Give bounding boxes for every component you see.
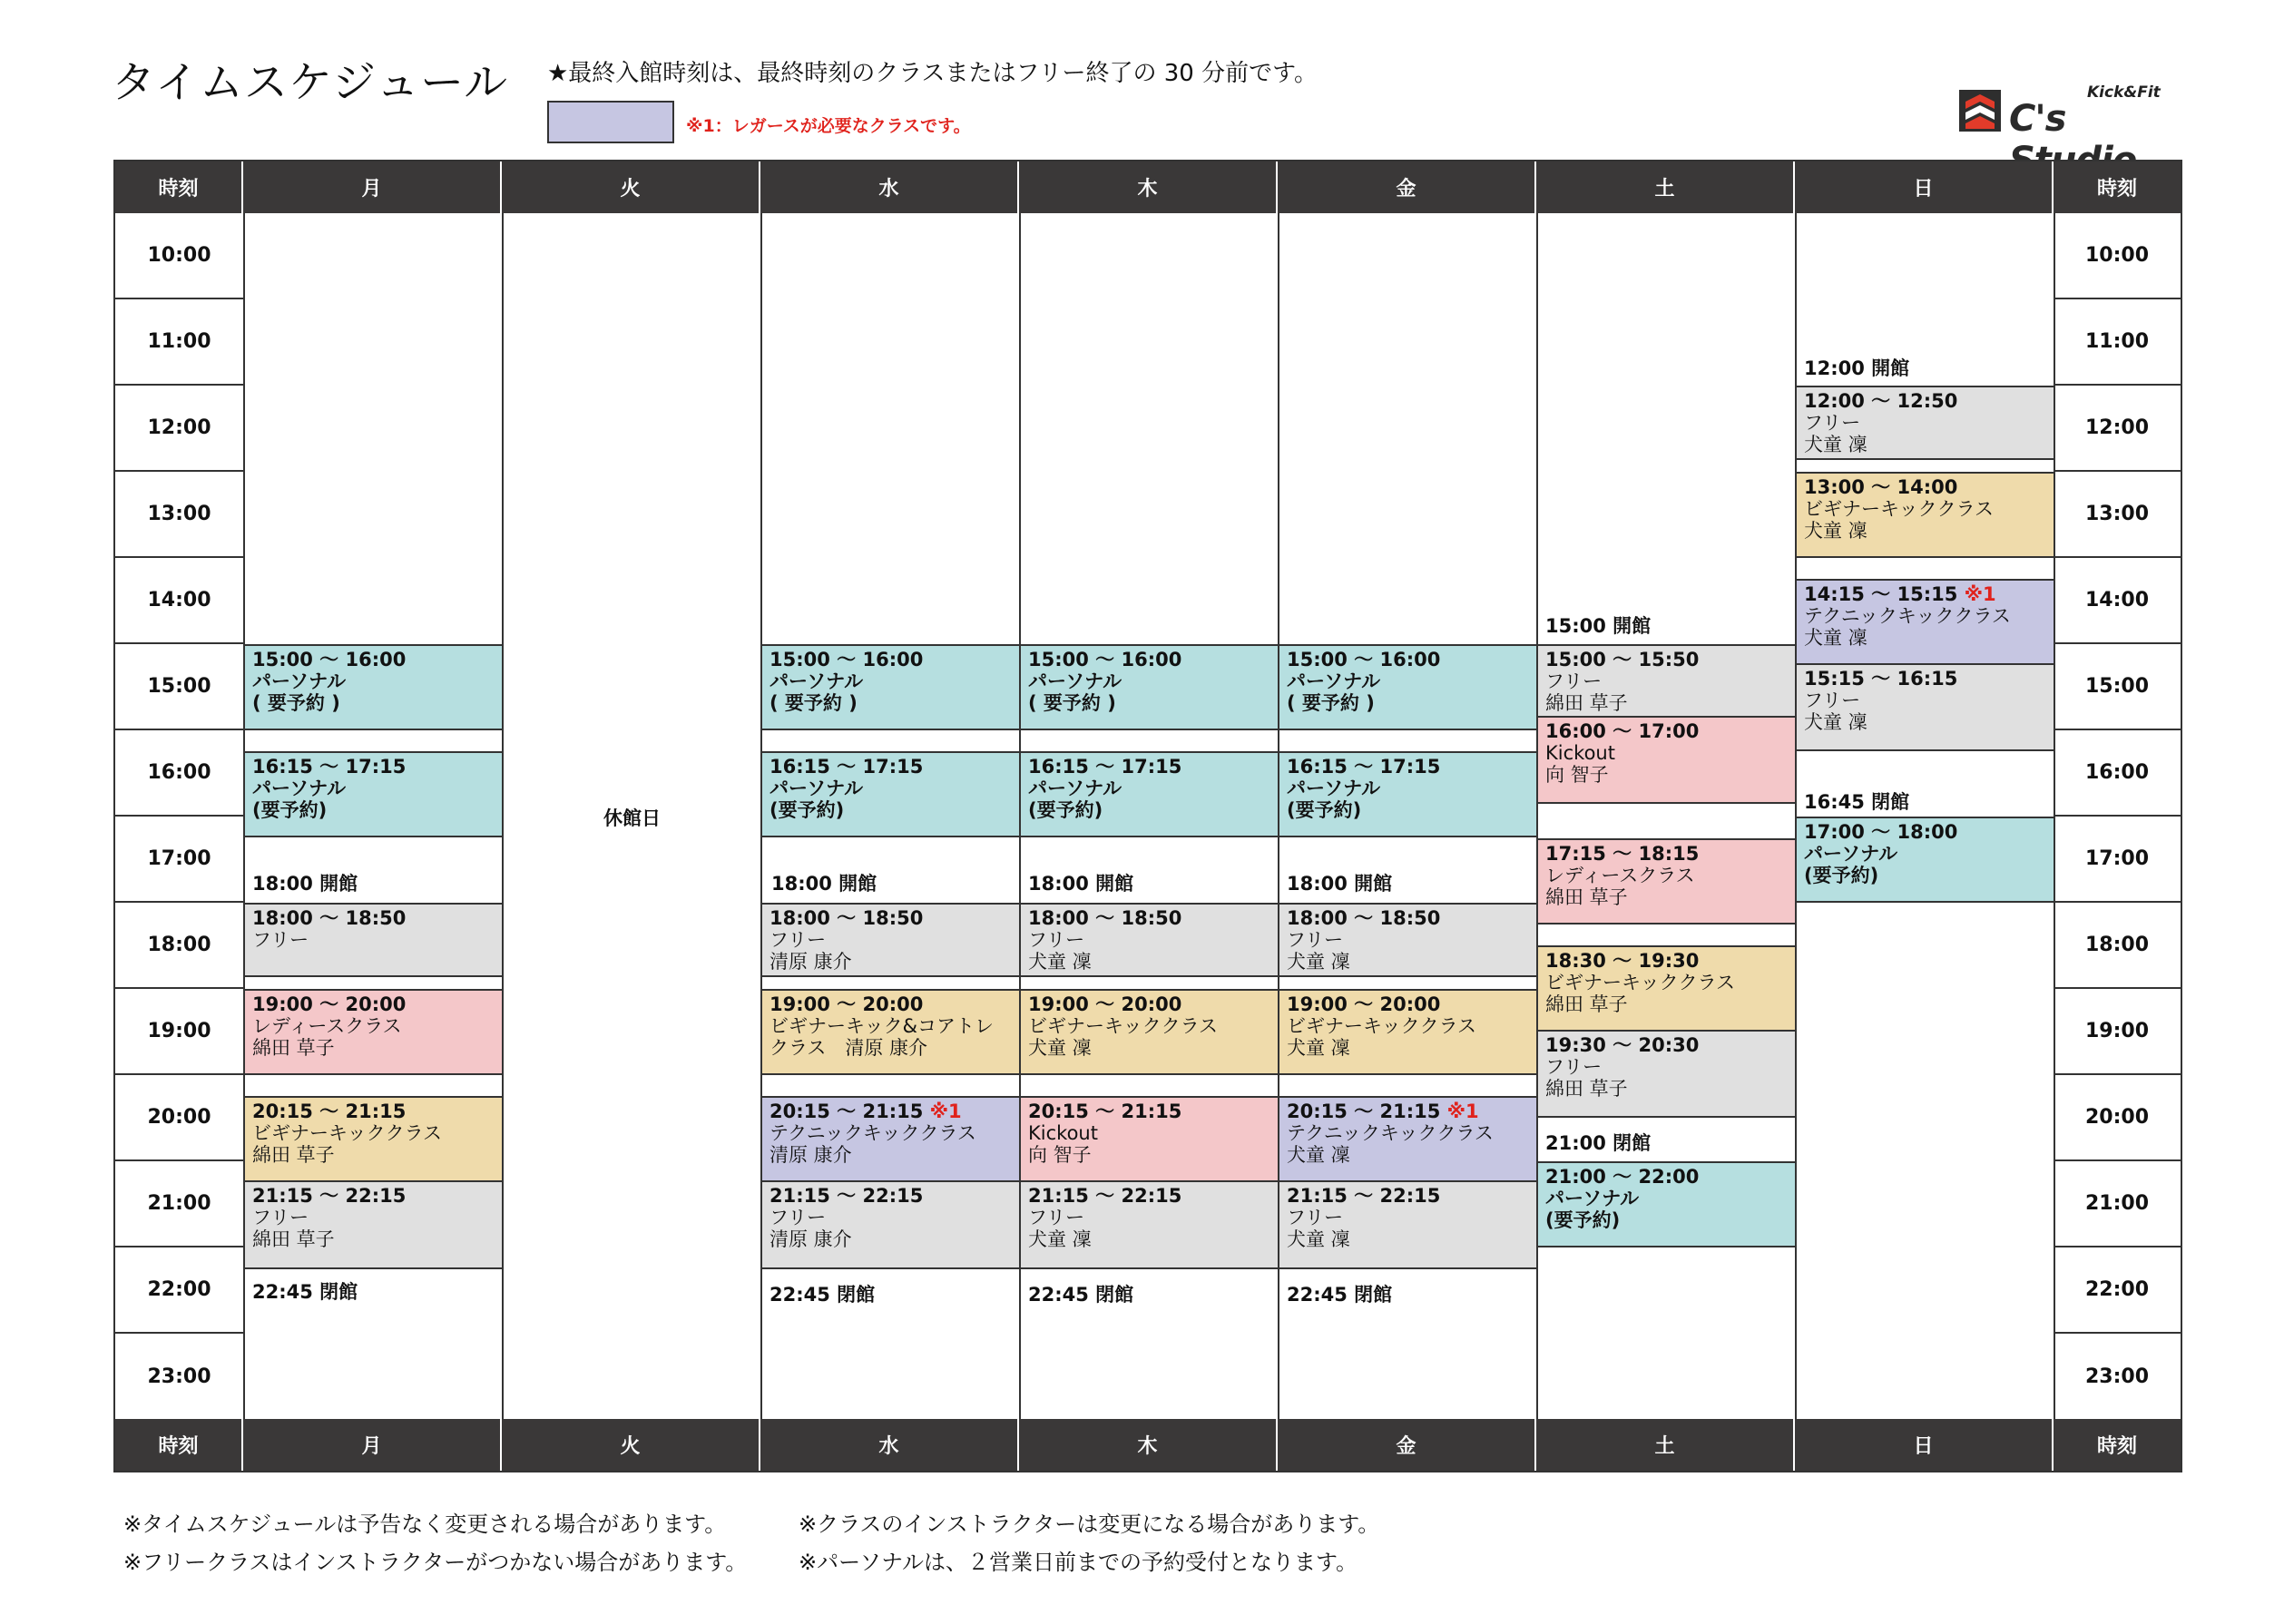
header-sun: 日	[1795, 161, 2054, 213]
class-block: 16:15 ～ 17:15 パーソナル (要予約)	[245, 751, 502, 837]
class-block: 19:30 ～ 20:30 フリー 綿田 草子	[1538, 1032, 1795, 1118]
logo-tagline: Kick&Fit	[2087, 83, 2161, 102]
footnote: ※クラスのインストラクターは変更になる場合があります。	[799, 1511, 1380, 1537]
class-block: 19:00 ～ 20:00 ビギナーキック&コアトレ クラス 清原 康介	[762, 989, 1019, 1075]
legend-text: ※1：レガースが必要なクラスです。	[686, 116, 971, 136]
class-block: 15:00 ～ 16:00 パーソナル ( 要予約 )	[245, 644, 502, 730]
time-cell-right: 19:00	[2054, 989, 2181, 1075]
close-label: 22:45 閉館	[770, 1284, 876, 1306]
time-cell-right: 18:00	[2054, 903, 2181, 989]
header-wed: 水	[760, 161, 1019, 213]
time-cell-right: 15:00	[2054, 644, 2181, 730]
class-block: 19:00 ～ 20:00 レディースクラス 綿田 草子	[245, 989, 502, 1075]
logo-mark-icon	[1958, 89, 2002, 132]
time-cell: 23:00	[147, 1365, 211, 1388]
class-block: 19:00 ～ 20:00 ビギナーキッククラス 犬童 凜	[1279, 989, 1536, 1075]
legguard-mark: ※1	[1964, 583, 1996, 605]
time-cell-right: 11:00	[2054, 299, 2181, 386]
class-block: 15:00 ～ 16:00 パーソナル ( 要予約 )	[1279, 644, 1536, 730]
time-cell: 22:00	[115, 1247, 243, 1334]
class-block: 15:15 ～ 16:15 フリー 犬童 凜	[1797, 665, 2054, 751]
class-block: 20:15 ～ 21:15 Kickout 向 智子	[1021, 1096, 1278, 1182]
class-block: 21:15 ～ 22:15 フリー 綿田 草子	[245, 1182, 502, 1269]
time-cell: 21:00	[115, 1161, 243, 1247]
open-label: 15:00 開館	[1545, 615, 1652, 637]
time-cell: 16:00	[115, 730, 243, 817]
time-cell: 15:00	[115, 644, 243, 730]
header-thu: 木	[1019, 161, 1278, 213]
class-block: 16:15 ～ 17:15 パーソナル (要予約)	[1279, 751, 1536, 837]
class-block: 18:30 ～ 19:30 ビギナーキッククラス 綿田 草子	[1538, 945, 1795, 1032]
time-cell: 20:00	[115, 1075, 243, 1161]
class-block: 17:00 ～ 18:00 パーソナル (要予約)	[1797, 817, 2054, 903]
class-block: 17:15 ～ 18:15 レディースクラス 綿田 草子	[1538, 838, 1795, 925]
footnote: ※タイムスケジュールは予告なく変更される場合があります。	[123, 1511, 727, 1537]
time-cell-right: 12:00	[2054, 386, 2181, 472]
time-cell-right: 10:00	[2054, 213, 2181, 299]
class-block: 21:00 ～ 22:00 パーソナル (要予約)	[1538, 1161, 1795, 1247]
time-cell-right: 16:00	[2054, 730, 2181, 817]
header-time: 時刻	[115, 161, 243, 213]
time-cell-right: 21:00	[2054, 1161, 2181, 1247]
time-cell: 18:00	[115, 903, 243, 989]
class-block: 20:15 ～ 21:15 ※1 テクニックキッククラス 犬童 凜	[1279, 1096, 1536, 1182]
class-block: 14:15 ～ 15:15 ※1 テクニックキッククラス 犬童 凜	[1797, 579, 2054, 665]
legguard-mark: ※1	[929, 1101, 962, 1122]
time-cell-right: 14:00	[2054, 558, 2181, 644]
class-block: 21:15 ～ 22:15 フリー 犬童 凜	[1279, 1182, 1536, 1269]
class-block: 15:00 ～ 16:00 パーソナル ( 要予約 )	[762, 644, 1019, 730]
close-label: 16:45 閉館	[1804, 791, 1910, 813]
class-block: 21:15 ～ 22:15 フリー 犬童 凜	[1021, 1182, 1278, 1269]
header-tue: 火	[502, 161, 760, 213]
time-cell: 11:00	[115, 299, 243, 386]
class-block: 18:00 ～ 18:50 フリー	[245, 903, 502, 977]
class-block: 16:15 ～ 17:15 パーソナル (要予約)	[762, 751, 1019, 837]
footer-wed: 水	[760, 1419, 1019, 1471]
footer-thu: 木	[1019, 1419, 1278, 1471]
footer-tue: 火	[502, 1419, 760, 1471]
closed-day-label: 休館日	[603, 807, 661, 829]
page-title: タイムスケジュール	[112, 57, 509, 108]
time-cell-right: 23:00	[2084, 1365, 2150, 1388]
open-label: 18:00 開館	[1028, 873, 1134, 895]
footer-time-right: 時刻	[2054, 1419, 2181, 1471]
footnote: ※パーソナルは、２営業日前までの予約受付となります。	[799, 1550, 1358, 1575]
class-block: 12:00 ～ 12:50 フリー 犬童 凜	[1797, 386, 2054, 460]
class-block: 19:00 ～ 20:00 ビギナーキッククラス 犬童 凜	[1021, 989, 1278, 1075]
class-block: 18:00 ～ 18:50 フリー 清原 康介	[762, 903, 1019, 977]
class-block: 21:15 ～ 22:15 フリー 清原 康介	[762, 1182, 1019, 1269]
time-cell: 17:00	[115, 817, 243, 903]
footnote: ※フリークラスはインストラクターがつかない場合があります。	[123, 1550, 748, 1575]
footer-mon: 月	[243, 1419, 502, 1471]
class-block: 15:00 ～ 16:00 パーソナル ( 要予約 )	[1021, 644, 1278, 730]
time-cell: 10:00	[115, 213, 243, 299]
footer-time: 時刻	[115, 1419, 243, 1471]
time-cell-right: 22:00	[2054, 1247, 2181, 1334]
logo-name: C's	[2009, 98, 2066, 140]
time-cell: 12:00	[115, 386, 243, 472]
close-label: 22:45 閉館	[252, 1281, 358, 1303]
open-label: 12:00 開館	[1804, 357, 1910, 379]
class-block: 16:15 ～ 17:15 パーソナル (要予約)	[1021, 751, 1278, 837]
time-cell-right: 17:00	[2054, 817, 2181, 903]
legend-swatch	[547, 101, 674, 143]
open-label: 18:00 開館	[1287, 873, 1393, 895]
close-label: 21:00 閉館	[1545, 1132, 1652, 1154]
class-block: 18:00 ～ 18:50 フリー 犬童 凜	[1021, 903, 1278, 977]
time-cell: 19:00	[115, 989, 243, 1075]
header-time-right: 時刻	[2054, 161, 2181, 213]
header-mon: 月	[243, 161, 502, 213]
class-block: 18:00 ～ 18:50 フリー 犬童 凜	[1279, 903, 1536, 977]
class-block: 20:15 ～ 21:15 ※1 テクニックキッククラス 清原 康介	[762, 1096, 1019, 1182]
last-entry-notice: ★最終入館時刻は、最終時刻のクラスまたはフリー終了の 30 分前です。	[547, 60, 1318, 87]
time-cell: 14:00	[115, 558, 243, 644]
header-sat: 土	[1536, 161, 1795, 213]
brand-logo	[1951, 78, 2187, 142]
class-block: 15:00 ～ 15:50 フリー 綿田 草子	[1538, 644, 1795, 718]
close-label: 22:45 閉館	[1028, 1284, 1134, 1306]
footer-sat: 土	[1536, 1419, 1795, 1471]
time-cell-right: 13:00	[2054, 472, 2181, 558]
open-label: 18:00 開館	[252, 873, 358, 895]
footer-fri: 金	[1278, 1419, 1536, 1471]
class-block: 20:15 ～ 21:15 ビギナーキッククラス 綿田 草子	[245, 1096, 502, 1182]
class-block: 13:00 ～ 14:00 ビギナーキッククラス 犬童 凜	[1797, 472, 2054, 558]
schedule-table	[113, 160, 2182, 1472]
close-label: 22:45 閉館	[1287, 1284, 1393, 1306]
legguard-mark: ※1	[1446, 1101, 1479, 1122]
time-cell: 13:00	[115, 472, 243, 558]
footer-sun: 日	[1795, 1419, 2054, 1471]
header-fri: 金	[1278, 161, 1536, 213]
open-label: 18:00 開館	[771, 873, 877, 895]
class-block: 16:00 ～ 17:00 Kickout 向 智子	[1538, 718, 1795, 804]
time-cell-right: 20:00	[2054, 1075, 2181, 1161]
